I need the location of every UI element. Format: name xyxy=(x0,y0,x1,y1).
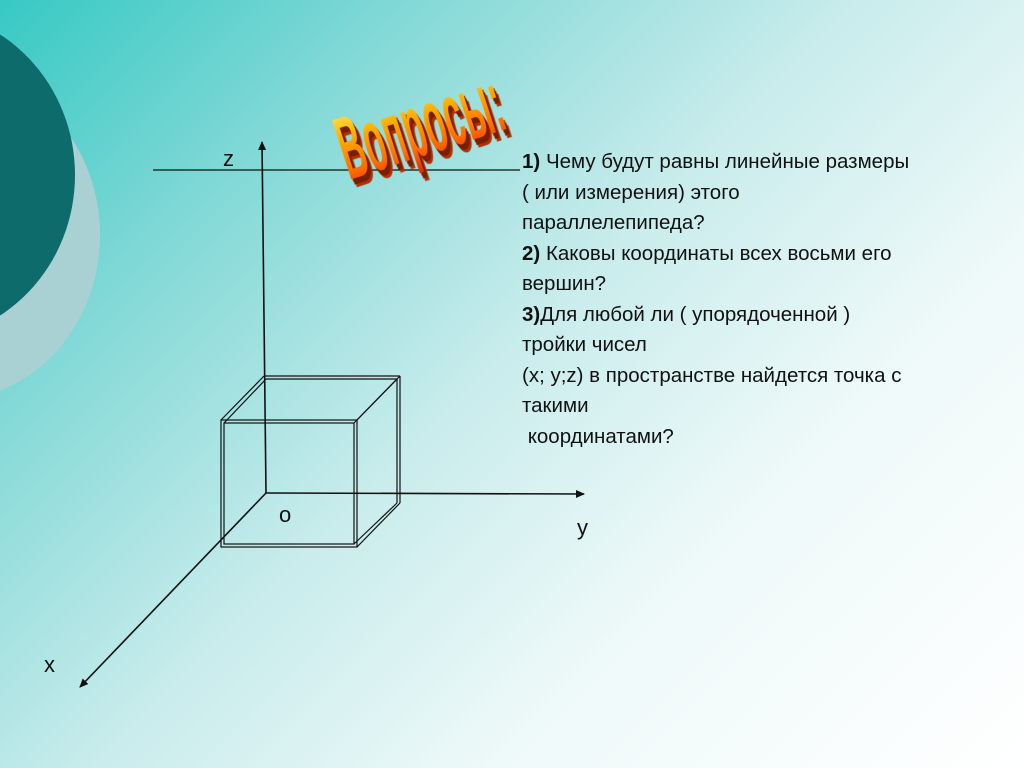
x-axis-label: x xyxy=(44,652,55,677)
question-2 xyxy=(522,239,1017,270)
question-line: Для любой ли ( упорядоченной ) xyxy=(540,302,851,326)
question-line: координатами? xyxy=(522,424,674,448)
question-line: параллелепипеда? xyxy=(522,211,705,234)
question-line: вершин? xyxy=(522,272,607,295)
question-number: 3) xyxy=(522,302,541,326)
question-line: ( или измерения) этого xyxy=(522,180,740,204)
z-axis-label: z xyxy=(223,146,234,171)
x-axis xyxy=(80,493,266,687)
z-axis xyxy=(262,142,266,493)
question-3 xyxy=(522,300,1017,331)
question-line: такими xyxy=(522,394,589,417)
question-line: Чему будут равны линейные размеры xyxy=(545,150,910,173)
y-axis-label: y xyxy=(577,515,588,540)
question-line: тройки чисел xyxy=(522,333,647,356)
question-number: 1) xyxy=(522,150,541,173)
question-line: (x; y;z) в пространстве найдется точка с xyxy=(522,363,902,387)
questions-block xyxy=(522,147,1017,452)
parallelepiped xyxy=(221,376,400,547)
slide-title: Вопросы: xyxy=(324,50,517,200)
y-axis xyxy=(266,493,584,494)
question-number: 2) xyxy=(522,241,541,265)
origin-label: o xyxy=(279,502,292,527)
question-1 xyxy=(522,147,1017,178)
question-line: Каковы координаты всех восьми его xyxy=(545,241,892,265)
